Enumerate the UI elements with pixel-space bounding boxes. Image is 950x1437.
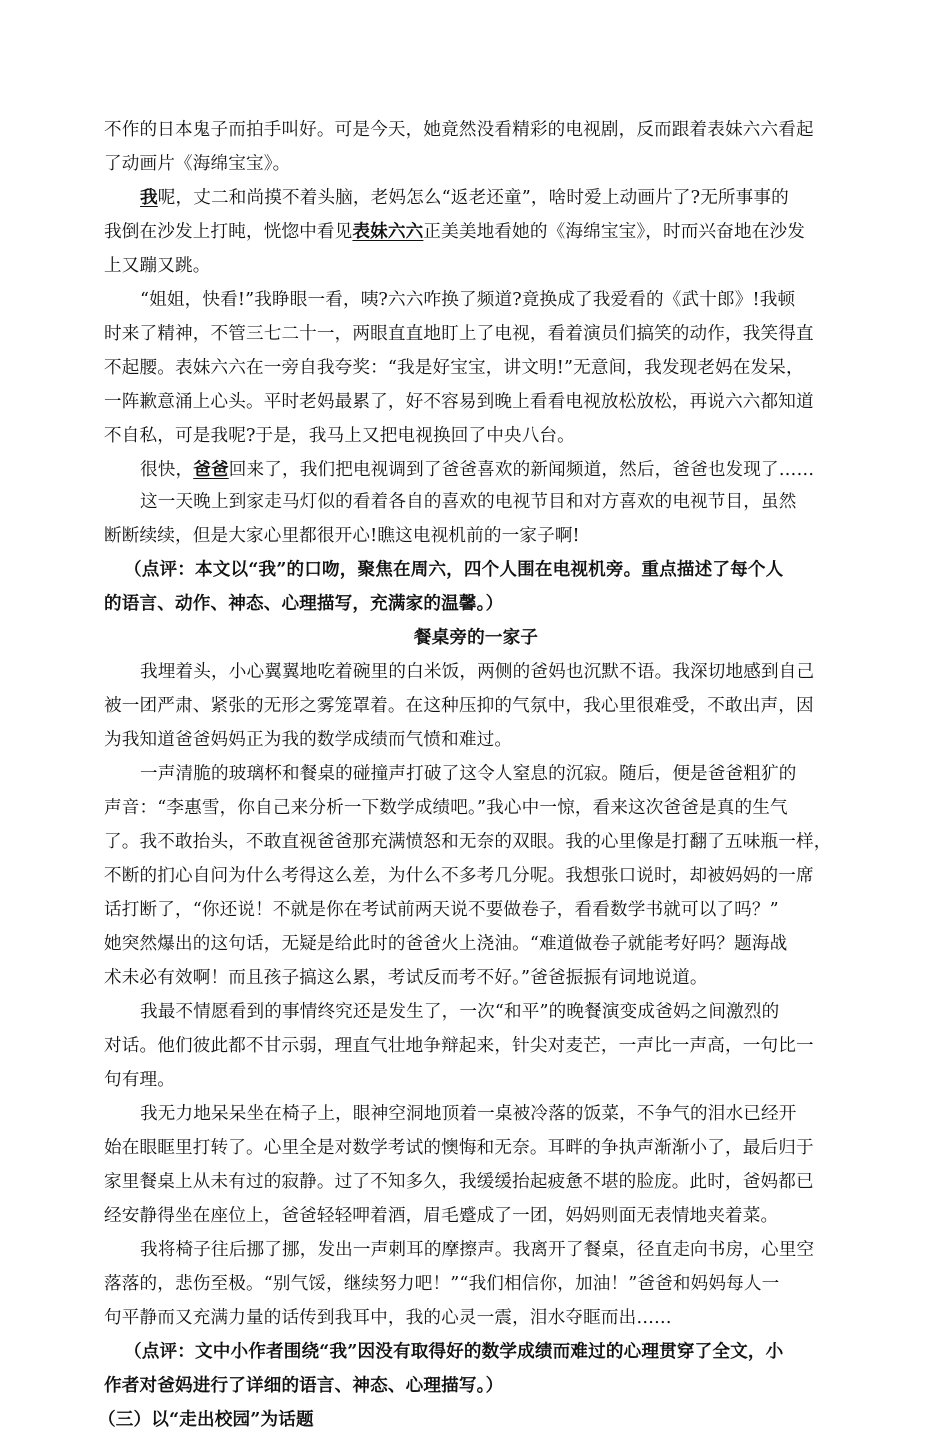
comment-line: 的语言、动作、神态、心理描写，充满家的温馨。） <box>104 593 504 614</box>
paragraph-line: 不作的日本鬼子而拍手叫好。可是今天，她竟然没看精彩的电视剧，反而跟着表妹六六看起 <box>104 120 814 140</box>
paragraph-line: 时来了精神，不管三七二十一，两眼直直地盯上了电视，看着演员们搞笑的动作，我笑得直 <box>104 324 814 344</box>
paragraph-line: 对话。他们彼此都不甘示弱，理直气壮地争辩起来，针尖对麦芒，一声比一声高，一句比一 <box>104 1036 814 1056</box>
paragraph-line: 话打断了，“你还说！不就是你在考试前两天说不要做卷子，看看数学书就可以了吗？” <box>104 900 779 920</box>
paragraph-line: 我呢，丈二和尚摸不着头脑，老妈怎么“返老还童”，啥时爱上动画片了?无所事事的 <box>140 187 789 208</box>
comment-line: （点评：文中小作者围绕“我”因没有取得好的数学成绩而难过的心理贯穿了全文，小 <box>124 1341 784 1362</box>
paragraph-line: 不起腰。表妹六六在一旁自我夸奖：“我是好宝宝，讲文明!”无意间，我发现老妈在发呆， <box>104 358 804 378</box>
paragraph-line: 我无力地呆呆坐在椅子上，眼神空洞地顶着一桌被冷落的饭菜，不争气的泪水已经开 <box>140 1104 797 1124</box>
paragraph-line: 句平静而又充满力量的话传到我耳中，我的心灵一震，泪水夺眶而出…… <box>104 1308 672 1328</box>
paragraph-line: 句有理。 <box>104 1070 175 1090</box>
emphasized-word: 我 <box>140 187 158 208</box>
paragraph-line: 断断续续，但是大家心里都很开心!瞧这电视机前的一家子啊! <box>104 526 580 546</box>
comment-line: （点评：本文以“我”的口吻，聚焦在周六，四个人围在电视机旁。重点描述了每个人 <box>124 559 784 580</box>
paragraph-line: 她突然爆出的这句话，无疑是给此时的爸爸火上浇油。“难道做卷子就能考好吗？题海战 <box>104 934 788 954</box>
paragraph-line: 家里餐桌上从未有过的寂静。过了不知多久，我缓缓抬起疲惫不堪的脸庞。此时，爸妈都已 <box>104 1172 814 1192</box>
paragraph-line: 我埋着头，小心翼翼地吃着碗里的白米饭，两侧的爸妈也沉默不语。我深切地感到自己 <box>140 662 815 682</box>
story-title: 餐桌旁的一家子 <box>413 627 539 648</box>
paragraph-line: 一阵歉意涌上心头。平时老妈最累了，好不容易到晚上看看电视放松放松，再说六六都知道 <box>104 392 814 412</box>
paragraph-line: 了动画片《海绵宝宝》。 <box>104 154 291 174</box>
paragraph-line: 声音：“李惠雪，你自己来分析一下数学成绩吧。”我心中一惊，看来这次爸爸是真的生气 <box>104 798 788 818</box>
comment-line: 作者对爸妈进行了详细的语言、神态、心理描写。） <box>104 1375 504 1396</box>
section-heading: （三）以“走出校园”为话题 <box>98 1409 314 1430</box>
paragraph-line: 经安静得坐在座位上，爸爸轻轻呷着酒，眉毛蹙成了一团，妈妈则面无表情地夹着菜。 <box>104 1206 779 1226</box>
paragraph-line: 术未必有效啊！而且孩子搞这么累，考试反而考不好。”爸爸振振有词地说道。 <box>104 968 708 988</box>
emphasized-word: 表妹六六 <box>352 221 424 242</box>
emphasized-word: 爸爸 <box>193 459 229 480</box>
paragraph-line: 为我知道爸爸妈妈正为我的数学成绩而气愤和难过。 <box>104 730 513 750</box>
paragraph-line: 我倒在沙发上打盹，恍惚中看见表妹六六正美美地看她的《海绵宝宝》，时而兴奋地在沙发 <box>104 221 805 242</box>
paragraph-line: 不断的扪心自问为什么考得这么差，为什么不多考几分呢。我想张口说时，却被妈妈的一席 <box>104 866 814 886</box>
paragraph-line: 我将椅子往后挪了挪，发出一声刺耳的摩擦声。我离开了餐桌，径直走向书房，心里空 <box>140 1240 815 1260</box>
paragraph-line: 这一天晚上到家走马灯似的看着各自的喜欢的电视节目和对方喜欢的电视节目，虽然 <box>140 492 797 512</box>
paragraph-line: 上又蹦又跳。 <box>104 256 211 276</box>
paragraph-line: 了。我不敢抬头，不敢直视爸爸那充满愤怒和无奈的双眼。我的心里像是打翻了五味瓶一样， <box>104 832 832 852</box>
paragraph-line: 始在眼眶里打转了。心里全是对数学考试的懊悔和无奈。耳畔的争执声渐渐小了，最后归于 <box>104 1138 814 1158</box>
paragraph-line: 我最不情愿看到的事情终究还是发生了，一次“和平”的晚餐演变成爸妈之间激烈的 <box>140 1002 780 1022</box>
paragraph-line: “姐姐，快看!”我睁眼一看，咦?六六咋换了频道?竟换成了我爱看的《武十郎》!我顿 <box>140 290 796 310</box>
paragraph-line: 被一团严肃、紧张的无形之雾笼罩着。在这种压抑的气氛中，我心里很难受，不敢出声，因 <box>104 696 814 716</box>
paragraph-line: 落落的，悲伤至极。“别气馁，继续努力吧！”“我们相信你，加油！”爸爸和妈妈每人一 <box>104 1274 780 1294</box>
paragraph-line: 不自私，可是我呢?于是，我马上又把电视换回了中央八台。 <box>104 426 575 446</box>
paragraph-line: 很快，爸爸回来了，我们把电视调到了爸爸喜欢的新闻频道，然后，爸爸也发现了…… <box>140 459 815 480</box>
paragraph-line: 一声清脆的玻璃杯和餐桌的碰撞声打破了这令人窒息的沉寂。随后，便是爸爸粗犷的 <box>140 764 797 784</box>
